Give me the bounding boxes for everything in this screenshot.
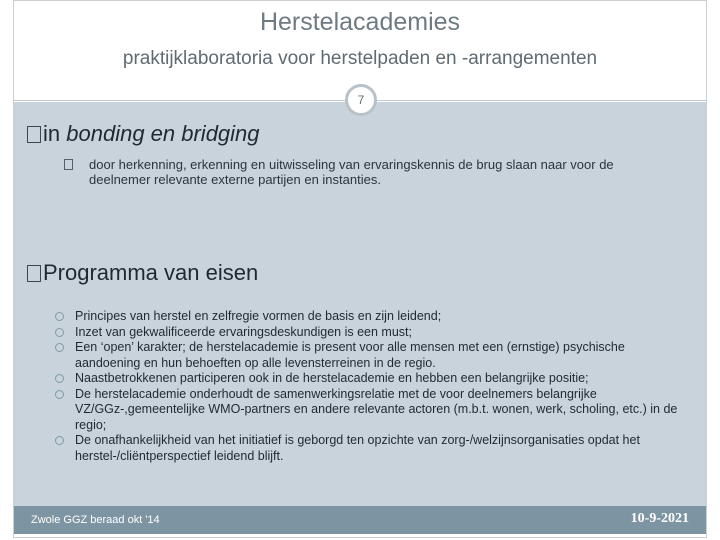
slide-subtitle: praktijklaboratoria voor herstelpaden en -arrangementen (122, 48, 598, 69)
bullet-glyph-icon (27, 265, 41, 282)
list-item-text: Een ‘open’ karakter; de herstelacademie is present voor alle mensen met een (ernstige) psychische aandoening en hun behoeften op alle levensterreinen in de regio. (75, 340, 625, 370)
sub-bullet-glyph-icon (64, 159, 73, 170)
list-item (55, 325, 685, 341)
list-item (55, 387, 685, 434)
list-item-text: Principes van herstel en zelfregie vormen de basis en zijn leidend; (75, 309, 442, 323)
list-item (55, 309, 685, 325)
list-item (55, 340, 685, 371)
heading-prefix: in (43, 121, 67, 146)
list-item-text: Inzet van gekwalificeerde ervaringsdeskundigen is een must; (75, 324, 412, 339)
section-heading-bonding (27, 121, 260, 147)
circle-bullet-icon (55, 436, 64, 445)
footer-date: 10-9-2021 (630, 511, 689, 526)
section-heading-programma (27, 260, 258, 286)
list-item-text: De onafhankelijkheid van het initiatief is geborgd ten opzichte van zorg-/welzijnsorganisaties opdat het herstel-/cliëntperspectief leidend blijft. (75, 433, 640, 463)
circle-bullet-icon (55, 343, 64, 352)
slide-title: Herstelacademies (259, 8, 461, 36)
list-item (55, 433, 685, 464)
list-item (55, 371, 685, 387)
circle-bullet-icon (55, 374, 64, 383)
bullet-glyph-icon (27, 126, 41, 143)
sub-bullet (64, 157, 674, 187)
list-item-text: De herstelacademie onderhoudt de samenwerkingsrelatie met de voor deelnemers belangrijke VZ/GGz-,gemeentelijke WMO-partners en andere relevante actoren (m.b.t. wonen, werk, scholing, etc.) in de regio; (75, 386, 678, 432)
heading-text: Programma van eisen (43, 260, 259, 285)
footer-bar (14, 506, 706, 534)
footer-event: Zwole GGZ beraad okt '14 (31, 514, 160, 526)
list-item-text: Naastbetrokkenen participeren ook in de herstelacademie en hebben een belangrijke positie; (75, 371, 589, 385)
requirements-list (55, 309, 685, 464)
heading-italic: bonding en bridging (66, 121, 260, 146)
slide-number: 7 (345, 84, 377, 116)
circle-bullet-icon (55, 390, 64, 399)
circle-bullet-icon (55, 328, 64, 337)
sub-bullet-text: door herkenning, erkenning en uitwisseling van ervaringskennis de brug slaan naar voor de deelnemer relevante externe partijen en instanties. (89, 157, 614, 187)
circle-bullet-icon (55, 312, 64, 321)
